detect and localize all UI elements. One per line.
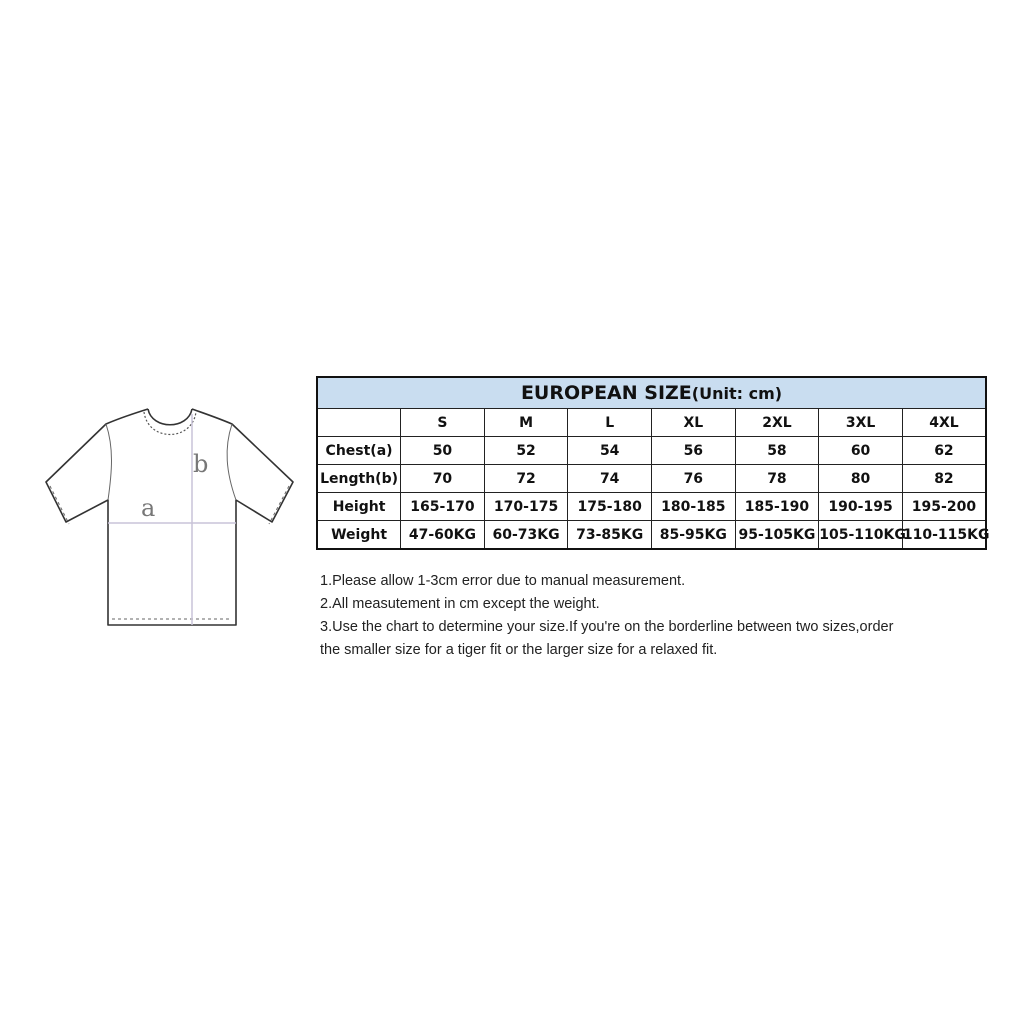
table-cell: 60 (819, 437, 903, 465)
size-header-cell: XL (652, 409, 736, 437)
table-cell: 54 (568, 437, 652, 465)
note-line: 1.Please allow 1-3cm error due to manual measurement. (320, 573, 686, 589)
size-table (316, 376, 990, 550)
table-cell: 180-185 (652, 493, 736, 521)
table-cell: 190-195 (819, 493, 903, 521)
table-cell: 50 (401, 437, 485, 465)
table-cell: 72 (484, 465, 568, 493)
table-row-length (317, 465, 986, 493)
table-cell: 85-95KG (652, 521, 736, 550)
table-title-main: EUROPEAN SIZE (520, 382, 692, 404)
table-cell: 170-175 (484, 493, 568, 521)
table-cell: 110-115KG (902, 521, 986, 550)
note-line: the smaller size for a tiger fit or the larger size for a relaxed fit. (320, 642, 718, 658)
row-label-weight: Weight (317, 521, 401, 550)
tshirt-outline (40, 400, 300, 635)
table-cell: 175-180 (568, 493, 652, 521)
table-title-row (317, 377, 986, 409)
table-cell: 60-73KG (484, 521, 568, 550)
table-cell: 70 (401, 465, 485, 493)
size-header-row (317, 409, 986, 437)
note-line: 3.Use the chart to determine your size.If you're on the borderline between two sizes,order (320, 619, 894, 635)
chest-label: a (141, 494, 156, 522)
tshirt-diagram (40, 400, 300, 635)
size-header-cell: S (401, 409, 485, 437)
length-label: b (193, 450, 209, 478)
table-cell: 82 (902, 465, 986, 493)
size-header-cell: M (484, 409, 568, 437)
table-cell: 105-110KG (819, 521, 903, 550)
note-line: 2.All measutement in cm except the weight. (320, 596, 600, 612)
table-cell: 80 (819, 465, 903, 493)
row-label-length: Length(b) (317, 465, 401, 493)
table-row-weight (317, 521, 986, 550)
table-cell: 76 (652, 465, 736, 493)
table-cell: 185-190 (735, 493, 819, 521)
table-row-height (317, 493, 986, 521)
table-title (317, 377, 986, 409)
table-cell: 95-105KG (735, 521, 819, 550)
size-header-cell: 3XL (819, 409, 903, 437)
size-notes (320, 570, 1000, 662)
size-header-cell: 2XL (735, 409, 819, 437)
table-cell: 73-85KG (568, 521, 652, 550)
table-title-unit: (Unit: cm) (691, 384, 783, 403)
table-row-chest (317, 437, 986, 465)
table-cell: 74 (568, 465, 652, 493)
size-header-cell: L (568, 409, 652, 437)
table-cell: 58 (735, 437, 819, 465)
size-chart (316, 376, 990, 550)
table-cell: 56 (652, 437, 736, 465)
table-cell: 165-170 (401, 493, 485, 521)
table-cell: 62 (902, 437, 986, 465)
size-header-cell: 4XL (902, 409, 986, 437)
table-cell: 78 (735, 465, 819, 493)
table-cell: 47-60KG (401, 521, 485, 550)
table-cell: 195-200 (902, 493, 986, 521)
table-cell: 52 (484, 437, 568, 465)
row-label-height: Height (317, 493, 401, 521)
row-label-chest: Chest(a) (317, 437, 401, 465)
header-corner-cell (317, 409, 401, 437)
